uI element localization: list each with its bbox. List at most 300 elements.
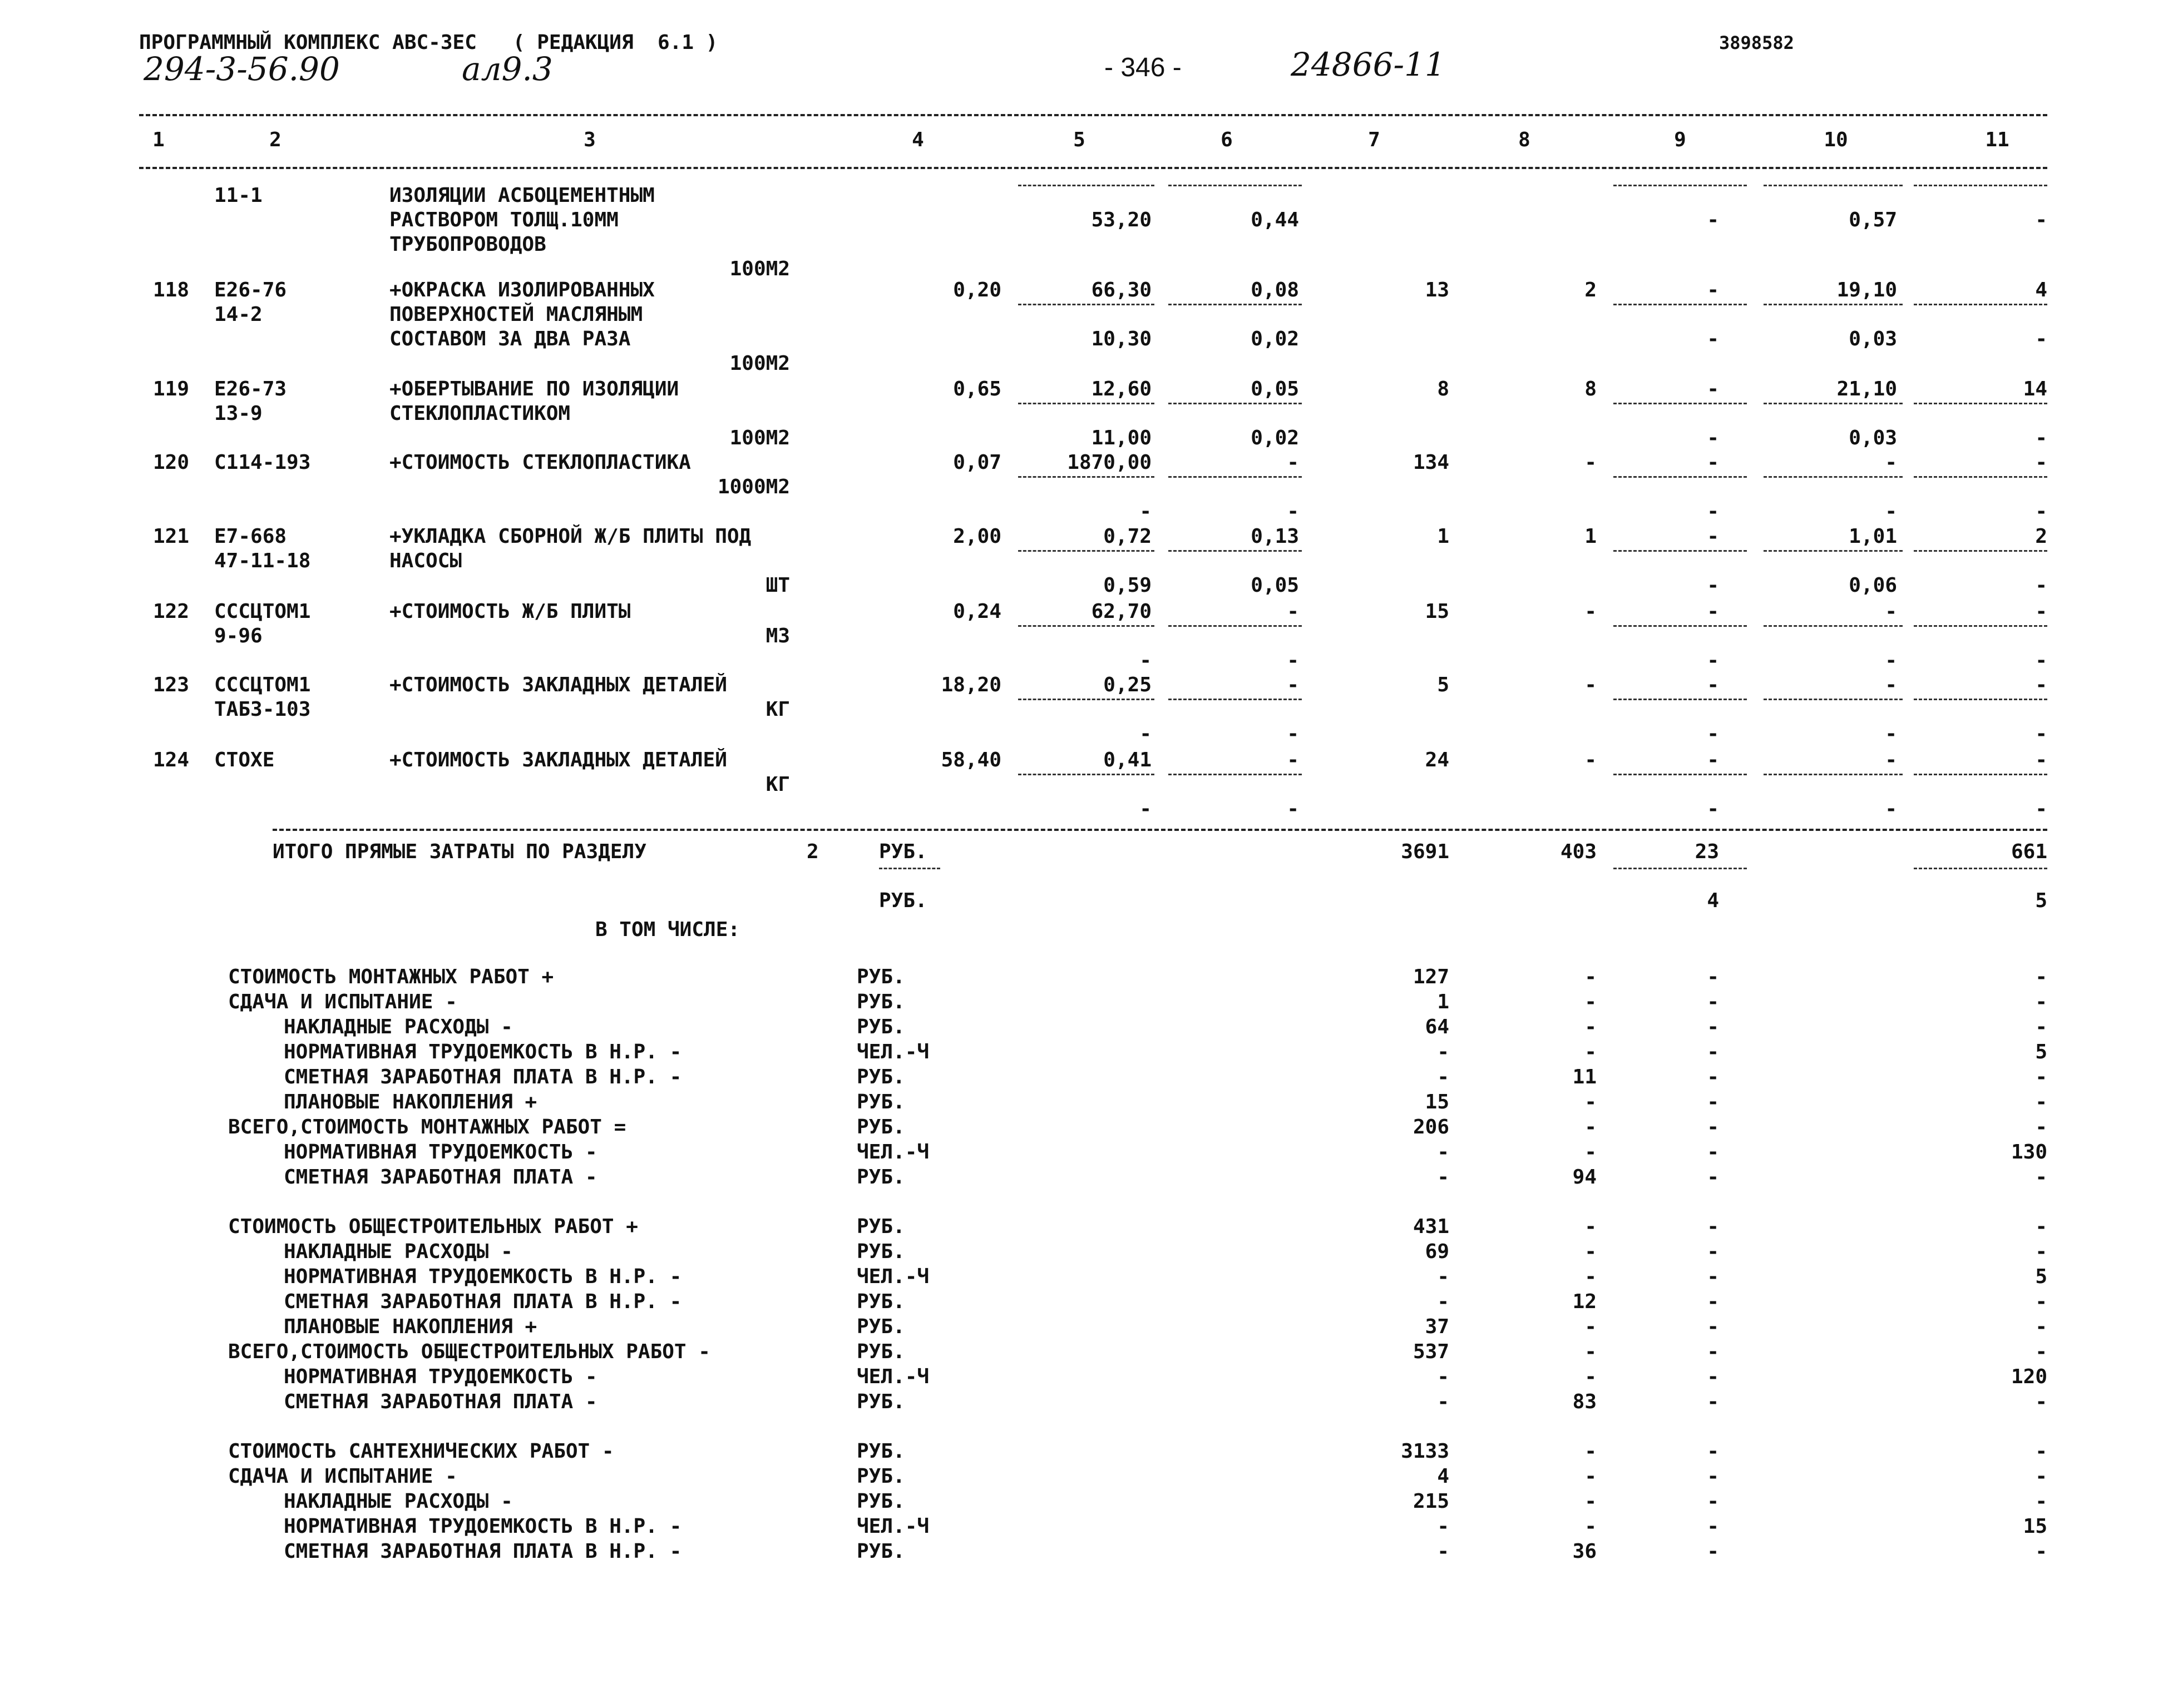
header-rule-top	[139, 114, 2047, 116]
cell-divider	[1914, 185, 2047, 186]
summary-c9: -	[1707, 1265, 1719, 1288]
cell-total-wage: 8	[1584, 378, 1597, 400]
cell-col10: -	[1885, 674, 1897, 696]
summary-label: НОРМАТИВНАЯ ТРУДОЕМКОСТЬ В Н.Р. -	[284, 1515, 682, 1538]
cell-unit-wage-2: 0,05	[1251, 574, 1299, 597]
summary-c9: -	[1707, 1540, 1719, 1563]
summary-c11: -	[2035, 966, 2047, 988]
cell-unit-wage: 0,13	[1251, 525, 1299, 548]
cell-col9-2: -	[1707, 649, 1719, 672]
summary-c7: 215	[1413, 1490, 1449, 1513]
cell-col9: -	[1707, 451, 1719, 474]
total-divider	[1613, 868, 1747, 869]
cell-unit-cost-2: 10,30	[1091, 328, 1152, 350]
cell-unit-cost-2: 11,00	[1091, 427, 1152, 449]
cell-divider	[1764, 185, 1903, 186]
item-description: ПОВЕРХНОСТЕЙ МАСЛЯНЫМ	[389, 303, 643, 326]
summary-c8: -	[1584, 1016, 1597, 1038]
summary-label: СМЕТНАЯ ЗАРАБОТНАЯ ПЛАТА -	[284, 1166, 597, 1189]
cell-total: 8	[1437, 378, 1449, 400]
summary-c11: 15	[2023, 1515, 2047, 1538]
summary-label: НАКЛАДНЫЕ РАСХОДЫ -	[284, 1490, 513, 1513]
summary-c7: -	[1437, 1141, 1449, 1164]
total-c8: 403	[1560, 840, 1597, 863]
summary-c7: -	[1437, 1390, 1449, 1413]
summary-c8: -	[1584, 1265, 1597, 1288]
summary-c11: -	[2035, 1390, 2047, 1413]
cell-col11: 4	[2035, 279, 2047, 301]
summary-unit: РУБ.	[857, 1340, 905, 1363]
summary-unit: РУБ.	[857, 1540, 905, 1563]
cell-divider	[1168, 774, 1302, 775]
summary-label: ПЛАНОВЫЕ НАКОПЛЕНИЯ +	[284, 1315, 537, 1338]
summary-label: СДАЧА И ИСПЫТАНИЕ -	[228, 991, 457, 1013]
summary-c7: -	[1437, 1290, 1449, 1313]
total-c9-2: 4	[1707, 889, 1719, 912]
cell-unit-cost: 66,30	[1091, 279, 1152, 301]
cell-unit-cost-2: -	[1139, 649, 1152, 672]
summary-label: ПЛАНОВЫЕ НАКОПЛЕНИЯ +	[284, 1091, 537, 1113]
cell-divider	[1018, 625, 1154, 627]
summary-label: НОРМАТИВНАЯ ТРУДОЕМКОСТЬ В Н.Р. -	[284, 1265, 682, 1288]
cell-unit-wage-2: -	[1287, 722, 1299, 745]
row-number: 124	[152, 749, 189, 771]
summary-c7: 206	[1413, 1116, 1449, 1138]
column-number: 11	[1985, 128, 2009, 151]
cell-col11-2: -	[2035, 500, 2047, 523]
total-unit-2: РУБ.	[879, 889, 927, 912]
header-rule-bottom	[139, 167, 2047, 169]
summary-label: СМЕТНАЯ ЗАРАБОТНАЯ ПЛАТА -	[284, 1390, 597, 1413]
summary-c11: -	[2035, 991, 2047, 1013]
cell-divider	[1168, 476, 1302, 478]
summary-c8: 83	[1572, 1390, 1597, 1413]
summary-c8: -	[1584, 1091, 1597, 1113]
cell-unit-wage: -	[1287, 674, 1299, 696]
item-unit: М3	[766, 625, 790, 647]
column-number: 7	[1368, 128, 1380, 151]
item-code: С114-193	[214, 451, 311, 474]
item-unit: 100М2	[729, 352, 790, 375]
summary-unit: РУБ.	[857, 1091, 905, 1113]
cell-total-wage: 1	[1584, 525, 1597, 548]
item-description: ИЗОЛЯЦИИ АСБОЦЕМЕНТНЫМ	[389, 184, 655, 207]
summary-c9: -	[1707, 1490, 1719, 1513]
summary-label: СМЕТНАЯ ЗАРАБОТНАЯ ПЛАТА В Н.Р. -	[284, 1540, 682, 1563]
summary-c7: 1	[1437, 991, 1449, 1013]
summary-c7: 537	[1413, 1340, 1449, 1363]
summary-c8: 94	[1572, 1166, 1597, 1189]
summary-unit: РУБ.	[857, 1315, 905, 1338]
sheet-code: 3898582	[1719, 32, 1794, 53]
cell-unit-wage: 0,08	[1251, 279, 1299, 301]
summary-label: СМЕТНАЯ ЗАРАБОТНАЯ ПЛАТА В Н.Р. -	[284, 1290, 682, 1313]
total-unit: РУБ.	[879, 840, 927, 863]
summary-unit: РУБ.	[857, 1116, 905, 1138]
summary-c11: -	[2035, 1465, 2047, 1488]
cell-unit-cost: 12,60	[1091, 378, 1152, 400]
cell-unit-cost: 0,72	[1103, 525, 1152, 548]
item-code: СССЦТОМ1	[214, 674, 311, 696]
cell-col11: 2	[2035, 525, 2047, 548]
summary-unit: РУБ.	[857, 966, 905, 988]
cell-divider	[1168, 699, 1302, 700]
summary-label: СТОИМОСТЬ САНТЕХНИЧЕСКИХ РАБОТ -	[228, 1440, 614, 1463]
cell-col9-2: -	[1707, 722, 1719, 745]
cell-col10: 1,01	[1849, 525, 1897, 548]
cell-divider	[1914, 625, 2047, 627]
cell-col10: -	[1885, 451, 1897, 474]
cell-divider	[1764, 625, 1903, 627]
item-description: +СТОИМОСТЬ СТЕКЛОПЛАСТИКА	[389, 451, 691, 474]
item-unit: 100М2	[729, 258, 790, 280]
summary-c7: 3133	[1401, 1440, 1449, 1463]
summary-c7: 15	[1425, 1091, 1449, 1113]
cell-col9: -	[1707, 674, 1719, 696]
summary-c8: -	[1584, 966, 1597, 988]
summary-label: НАКЛАДНЫЕ РАСХОДЫ -	[284, 1016, 513, 1038]
summary-unit: ЧЕЛ.-Ч	[857, 1141, 930, 1164]
cell-unit-wage-2: -	[1287, 649, 1299, 672]
summary-c9: -	[1707, 991, 1719, 1013]
cell-col10: -	[1885, 749, 1897, 771]
cell-col10: 21,10	[1836, 378, 1897, 400]
summary-c9: -	[1707, 1016, 1719, 1038]
cell-col11-2: -	[2035, 798, 2047, 820]
cell-total-wage: -	[1584, 600, 1597, 623]
row-number: 120	[152, 451, 189, 474]
summary-unit: РУБ.	[857, 1016, 905, 1038]
cell-divider	[1613, 625, 1747, 627]
cell-col11-2: -	[2035, 574, 2047, 597]
cell-col10-2: 0,57	[1849, 209, 1897, 231]
cell-col10-2: -	[1885, 798, 1897, 820]
column-number: 1	[152, 128, 165, 151]
cell-divider	[1168, 550, 1302, 552]
cell-divider	[1018, 304, 1154, 305]
summary-c11: -	[2035, 1240, 2047, 1263]
cell-divider	[1168, 304, 1302, 305]
item-description: +СТОИМОСТЬ Ж/Б ПЛИТЫ	[389, 600, 631, 623]
cell-unit-wage-2: -	[1287, 500, 1299, 523]
item-code: 11-1	[214, 184, 263, 207]
cell-col11-2: -	[2035, 209, 2047, 231]
summary-c8: 36	[1572, 1540, 1597, 1563]
cell-col10: 19,10	[1836, 279, 1897, 301]
summary-unit: ЧЕЛ.-Ч	[857, 1265, 930, 1288]
cell-unit-wage: 0,05	[1251, 378, 1299, 400]
summary-unit: РУБ.	[857, 1290, 905, 1313]
cell-unit-wage-2: 0,44	[1251, 209, 1299, 231]
cell-divider	[1764, 550, 1903, 552]
summary-c7: -	[1437, 1365, 1449, 1388]
summary-c7: 64	[1425, 1016, 1449, 1038]
summary-c8: -	[1584, 1141, 1597, 1164]
item-unit: КГ	[766, 698, 790, 721]
column-number: 6	[1221, 128, 1233, 151]
cell-divider	[1613, 774, 1747, 775]
cell-divider	[1168, 185, 1302, 186]
cell-divider	[1613, 699, 1747, 700]
item-description: СОСТАВОМ ЗА ДВА РАЗА	[389, 328, 631, 350]
summary-c7: -	[1437, 1515, 1449, 1538]
column-number: 3	[584, 128, 596, 151]
cell-col9: -	[1707, 525, 1719, 548]
column-number: 10	[1824, 128, 1848, 151]
summary-c8: -	[1584, 1041, 1597, 1063]
summary-c8: -	[1584, 1116, 1597, 1138]
cell-qty: 0,24	[953, 600, 1001, 623]
summary-c8: -	[1584, 1365, 1597, 1388]
item-unit: 100М2	[729, 427, 790, 449]
summary-c11: -	[2035, 1091, 2047, 1113]
summary-c9: -	[1707, 1116, 1719, 1138]
page-number: - 346 -	[1104, 53, 1182, 82]
cell-divider	[1764, 476, 1903, 478]
cell-divider	[1764, 403, 1903, 404]
cell-col9-2: -	[1707, 328, 1719, 350]
summary-c8: 11	[1572, 1066, 1597, 1088]
cell-qty: 0,20	[953, 279, 1001, 301]
item-code: Е26-76	[214, 279, 287, 301]
summary-label: СТОИМОСТЬ ОБЩЕСТРОИТЕЛЬНЫХ РАБОТ +	[228, 1215, 638, 1238]
summary-c9: -	[1707, 1315, 1719, 1338]
summary-c9: -	[1707, 1240, 1719, 1263]
summary-c9: -	[1707, 1215, 1719, 1238]
cell-col10: -	[1885, 600, 1897, 623]
cell-col11: -	[2035, 674, 2047, 696]
summary-c11: -	[2035, 1166, 2047, 1189]
summary-unit: РУБ.	[857, 1240, 905, 1263]
summary-c11: -	[2035, 1315, 2047, 1338]
cell-total-wage: 2	[1584, 279, 1597, 301]
cell-divider	[1764, 774, 1903, 775]
summary-c9: -	[1707, 1091, 1719, 1113]
total-c9: 23	[1695, 840, 1719, 863]
item-description: НАСОСЫ	[389, 549, 462, 572]
summary-label: НОРМАТИВНАЯ ТРУДОЕМКОСТЬ В Н.Р. -	[284, 1041, 682, 1063]
summary-unit: ЧЕЛ.-Ч	[857, 1041, 930, 1063]
item-code-sub: 14-2	[214, 303, 263, 326]
total-c7: 3691	[1401, 840, 1449, 863]
cell-col9: -	[1707, 600, 1719, 623]
total-rule	[273, 829, 2047, 831]
cell-unit-wage-2: -	[1287, 798, 1299, 820]
cell-divider	[1018, 774, 1154, 775]
summary-c9: -	[1707, 1041, 1719, 1063]
cell-divider	[1914, 304, 2047, 305]
cell-col9-2: -	[1707, 500, 1719, 523]
summary-c11: -	[2035, 1540, 2047, 1563]
cell-total: 15	[1425, 600, 1449, 623]
cell-divider	[1613, 403, 1747, 404]
summary-unit: РУБ.	[857, 1490, 905, 1513]
summary-c8: -	[1584, 1490, 1597, 1513]
summary-c9: -	[1707, 966, 1719, 988]
summary-c9: -	[1707, 1515, 1719, 1538]
summary-c9: -	[1707, 1465, 1719, 1488]
cell-unit-cost-2: 53,20	[1091, 209, 1152, 231]
item-unit: 1000М2	[717, 476, 790, 498]
cell-divider	[1914, 774, 2047, 775]
cell-divider	[1018, 699, 1154, 700]
summary-unit: РУБ.	[857, 1066, 905, 1088]
project-code: 294-3-56.90	[144, 50, 340, 88]
column-number: 9	[1674, 128, 1686, 151]
summary-c11: 130	[2011, 1141, 2047, 1164]
summary-c8: -	[1584, 1465, 1597, 1488]
item-unit: ШТ	[766, 574, 790, 597]
cell-unit-wage: -	[1287, 600, 1299, 623]
summary-label: СМЕТНАЯ ЗАРАБОТНАЯ ПЛАТА В Н.Р. -	[284, 1066, 682, 1088]
cell-col10-2: 0,06	[1849, 574, 1897, 597]
summary-c8: -	[1584, 1315, 1597, 1338]
cell-divider	[1018, 403, 1154, 404]
cell-total-wage: -	[1584, 674, 1597, 696]
summary-label: НОРМАТИВНАЯ ТРУДОЕМКОСТЬ -	[284, 1365, 597, 1388]
cell-unit-wage: -	[1287, 451, 1299, 474]
summary-c9: -	[1707, 1166, 1719, 1189]
cell-col11-2: -	[2035, 328, 2047, 350]
summary-c8: -	[1584, 991, 1597, 1013]
cell-divider	[1168, 403, 1302, 404]
column-number: 5	[1073, 128, 1085, 151]
cell-unit-cost-2: -	[1139, 500, 1152, 523]
cell-qty: 0,07	[953, 451, 1001, 474]
cell-divider	[1764, 304, 1903, 305]
album-number: ал9.3	[462, 50, 553, 88]
item-code-sub: 9-96	[214, 625, 263, 647]
cell-total: 1	[1437, 525, 1449, 548]
item-description: +ОКРАСКА ИЗОЛИРОВАННЫХ	[389, 279, 655, 301]
cell-col11: -	[2035, 451, 2047, 474]
summary-c11: -	[2035, 1340, 2047, 1363]
total-label: ИТОГО ПРЯМЫЕ ЗАТРАТЫ ПО РАЗДЕЛУ	[273, 840, 646, 863]
cell-col11-2: -	[2035, 427, 2047, 449]
column-number: 8	[1518, 128, 1530, 151]
item-description: РАСТВОРОМ ТОЛЩ.10ММ	[389, 209, 619, 231]
cell-divider	[1613, 304, 1747, 305]
summary-unit: РУБ.	[857, 991, 905, 1013]
row-number: 119	[152, 378, 189, 400]
cell-unit-cost: 62,70	[1091, 600, 1152, 623]
cell-col9: -	[1707, 279, 1719, 301]
cell-col9-2: -	[1707, 798, 1719, 820]
summary-c7: -	[1437, 1166, 1449, 1189]
cell-unit-wage-2: 0,02	[1251, 328, 1299, 350]
summary-c7: 37	[1425, 1315, 1449, 1338]
summary-c11: -	[2035, 1016, 2047, 1038]
cell-divider	[1914, 403, 2047, 404]
summary-unit: РУБ.	[857, 1390, 905, 1413]
summary-c9: -	[1707, 1365, 1719, 1388]
cell-total: 24	[1425, 749, 1449, 771]
cell-total: 13	[1425, 279, 1449, 301]
summary-c8: -	[1584, 1215, 1597, 1238]
item-description: +ОБЕРТЫВАНИЕ ПО ИЗОЛЯЦИИ	[389, 378, 679, 400]
item-code: Е7-668	[214, 525, 287, 548]
summary-unit: РУБ.	[857, 1465, 905, 1488]
summary-label: ВСЕГО,СТОИМОСТЬ МОНТАЖНЫХ РАБОТ =	[228, 1116, 626, 1138]
cell-col10-2: -	[1885, 500, 1897, 523]
cell-col10-2: 0,03	[1849, 328, 1897, 350]
cell-col11: -	[2035, 600, 2047, 623]
item-code-sub: ТАБЗ-103	[214, 698, 311, 721]
summary-unit: РУБ.	[857, 1440, 905, 1463]
cell-unit-wage-2: 0,02	[1251, 427, 1299, 449]
item-description: +СТОИМОСТЬ ЗАКЛАДНЫХ ДЕТАЛЕЙ	[389, 749, 727, 771]
cell-unit-cost-2: -	[1139, 722, 1152, 745]
cell-divider	[1764, 699, 1903, 700]
cell-col9-2: -	[1707, 209, 1719, 231]
cell-total: 5	[1437, 674, 1449, 696]
summary-c7: 69	[1425, 1240, 1449, 1263]
summary-c8: -	[1584, 1240, 1597, 1263]
column-number: 4	[912, 128, 924, 151]
cell-divider	[1018, 185, 1154, 186]
cell-divider	[1914, 550, 2047, 552]
cell-col9-2: -	[1707, 574, 1719, 597]
cell-divider	[1613, 185, 1747, 186]
summary-c9: -	[1707, 1290, 1719, 1313]
item-unit: КГ	[766, 773, 790, 796]
cell-qty: 58,40	[941, 749, 1001, 771]
item-code: Е26-73	[214, 378, 287, 400]
cell-col9: -	[1707, 749, 1719, 771]
cell-col11-2: -	[2035, 649, 2047, 672]
item-code-sub: 13-9	[214, 402, 263, 425]
cell-qty: 2,00	[953, 525, 1001, 548]
item-description: ТРУБОПРОВОДОВ	[389, 233, 546, 256]
summary-c11: -	[2035, 1066, 2047, 1088]
total-c11: 661	[2011, 840, 2047, 863]
cell-divider	[1018, 476, 1154, 478]
summary-c11: -	[2035, 1215, 2047, 1238]
summary-c11: -	[2035, 1116, 2047, 1138]
summary-c7: 431	[1413, 1215, 1449, 1238]
summary-c9: -	[1707, 1440, 1719, 1463]
cell-total-wage: -	[1584, 451, 1597, 474]
document-number: 24866-11	[1291, 46, 1445, 83]
cell-unit-wage: -	[1287, 749, 1299, 771]
including-heading: В ТОМ ЧИСЛЕ:	[595, 918, 740, 941]
cell-col11: -	[2035, 749, 2047, 771]
cell-col10-2: -	[1885, 649, 1897, 672]
cell-divider	[1914, 699, 2047, 700]
summary-c8: -	[1584, 1340, 1597, 1363]
summary-c9: -	[1707, 1066, 1719, 1088]
summary-c11: 5	[2035, 1265, 2047, 1288]
cell-total-wage: -	[1584, 749, 1597, 771]
item-description: +СТОИМОСТЬ ЗАКЛАДНЫХ ДЕТАЛЕЙ	[389, 674, 727, 696]
summary-c9: -	[1707, 1340, 1719, 1363]
item-description: +УКЛАДКА СБОРНОЙ Ж/Б ПЛИТЫ ПОД	[389, 525, 752, 548]
program-header: ПРОГРАММНЫЙ КОМПЛЕКС АВС-3ЕС ( РЕДАКЦИЯ 6.1 )	[139, 31, 718, 54]
cell-unit-cost-2: 0,59	[1103, 574, 1152, 597]
cell-divider	[1613, 550, 1747, 552]
summary-c7: 127	[1413, 966, 1449, 988]
item-code: СТОХЕ	[214, 749, 275, 771]
summary-unit: РУБ.	[857, 1166, 905, 1189]
row-number: 123	[152, 674, 189, 696]
cell-divider	[1914, 476, 2047, 478]
summary-c7: 4	[1437, 1465, 1449, 1488]
summary-c11: -	[2035, 1440, 2047, 1463]
cell-qty: 18,20	[941, 674, 1001, 696]
summary-unit: ЧЕЛ.-Ч	[857, 1515, 930, 1538]
cell-col9-2: -	[1707, 427, 1719, 449]
summary-unit: РУБ.	[857, 1215, 905, 1238]
